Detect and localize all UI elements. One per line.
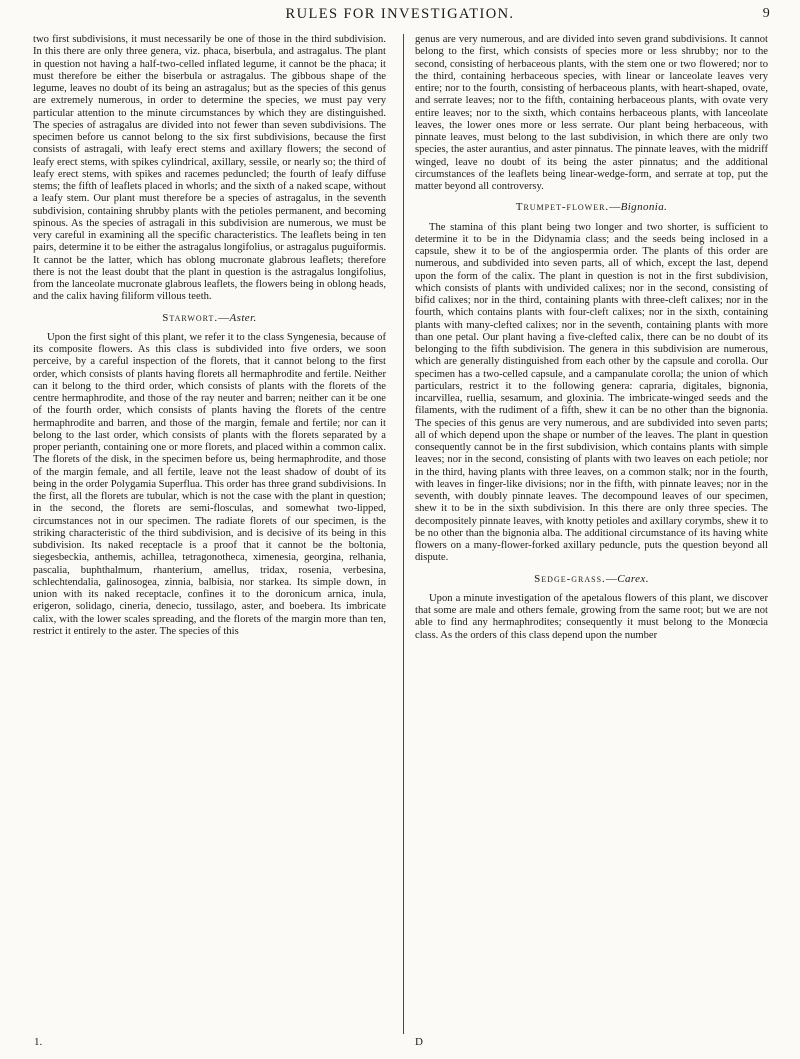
body-paragraph: two first subdivisions, it must necessarily be one of those in the third subdivision. In this there are only three genera, viz. phaca, biserbula, and astragalus. The plant in question not having a half-two-celled inflated legume, it cannot be the phaca; it must therefore be either the biserbula or astragalus. The gibbous shape of the legume, leaves no doubt of its being an astragalus; but as the species of this genus are extremely numerous, in order to determine the species, we must pay very particular attention to the minute circumstances by which they are distinguished. The species of astragalus are divided into not fewer than seven subdivisions. The specimen before us cannot belong to the six first subdivisions, because the first consists of astragali, with leafy erect stems and axillary flowers; the second of leafy erect stems, with spikes cylindrical, axillary, sessile, or nearly so; the third of leafy erect stems, with spikes and racemes peduncled; the fourth of leafy diffuse stems; the fifth of leaflets placed in whorls; and the sixth of a naked scape, without a leafy stem. Our plant must therefore be a species of astragalus, in the seventh subdivision, containing shrubby plants with the petioles permanent, and becoming spinous. As the species of astragali in this subdivision are numerous, we must be very careful in examining all the specific characteristics. The leaflets being in ten pairs, determine it to be either the astragalus longifolius, or astragalus puguiformis. It cannot be the latter, which has oblong mucronate glabrous leaflets; therefore there is not the least doubt that the plant in question is the astragalus longifolius, from the lanceolate mucronate glabrous leaflets, the flowers being in oblong heads, and the calix having filiform villous teeth. bbox=[33, 34, 386, 303]
section-common-name: Trumpet-flower. bbox=[515, 201, 610, 214]
page-header bbox=[30, 6, 770, 28]
section-common-name: Sedge-grass. bbox=[534, 572, 606, 585]
section-heading-sedge-grass: Sedge-grass.—Carex. bbox=[534, 572, 649, 585]
running-head: RULES FOR INVESTIGATION. bbox=[285, 6, 515, 22]
column-divider bbox=[403, 34, 404, 1034]
signature-mark: D bbox=[415, 1036, 423, 1048]
section-common-name: Starwort. bbox=[162, 311, 219, 324]
section-latin-name: Bignonia. bbox=[620, 201, 668, 214]
right-column bbox=[415, 34, 768, 646]
section-heading-trumpet-flower: Trumpet-flower.—Bignonia. bbox=[515, 201, 668, 214]
section-heading-starwort: Starwort.—Aster. bbox=[162, 311, 257, 324]
body-paragraph: genus are very numerous, and are divided into seven grand subdivisions. It cannot belong to the first, which consists of species more or less shrubby; nor to the second, consisting of herbaceous plants, with the stem one or two flowered; nor to the third, containing herbaceous species, with linear or lanceolate leaves very entire; nor to the fourth, consisting of herbaceous plants, with heart-shaped, ovate, and serrate leaves; nor to the fifth, containing herbaceous plants, with ovate very entire leaves; nor to the sixth, which contains herbaceous plants, with lanceolate leaves, the lower ones more or less serrate. Our plant being herbaceous, with pinnate leaves, must belong to the last subdivision, in which there are only two species, the aster aurantius, and aster pinnatus. The pinnate leaves, with the midriff winged, leave no doubt of its being the aster pinnatus; and the additional circumstances of the leaflets being linear-wedge-form, and serrate at top, put the matter beyond all controversy. bbox=[415, 34, 768, 192]
section-latin-name: Carex. bbox=[617, 572, 649, 585]
section-latin-name: Aster. bbox=[229, 311, 257, 324]
body-paragraph: Upon the first sight of this plant, we refer it to the class Syngenesia, because of its composite flowers. As this class is subdivided into five orders, we soon perceive, by a careful inspection of the florets, that it cannot belong to the first order, which consists of plants having florets all hermaphrodite and fertile. Neither can it belong to the third order, which consists of plants with the florets of the centre hermaphrodite, and those of the ray neuter and barren; neither can it be one of the fourth order, which consists of plants having the florets of the centre hermaphrodite and barren, and those of the margin, female and fertile; nor can it belong to the last order, which consists of plants with the florets separated by a proper perianth, containing one or more florets, and placed within a common calix. The florets of the disk, in the specimen before us, being hermaphrodite, and those of the margin female, and all fertile, leave not the least shadow of doubt of its being in the order Polygamia Superflua. This order has three grand subdivisions. In the first, all the florets are tubular, which is not the case with the plant in question; in the second, the florets are semi-flosculas, and somewhat two-lipped, circumstances not in our specimen. The radiate florets of our specimen, is the striking characteristic of the third subdivision, and is decisive of its being in this subdivision. Its naked receptacle is a proof that it cannot be the boltonia, siegesbeckia, anthemis, achillea, tetragonotheca, ximenesia, georgina, relhania, pascalia, buphthalmum, rhanterium, amellus, tridax, rosenia, verbesina, schlechtendalia, galinosogea, zinnia, balbisia, nor starkea. Its simple down, in union with its naked receptacle, confines it to the doronicum arnica, inula, erigeron, solidago, cineria, denecio, tussilago, aster, and boebera. Its imbricate calix, with the lower scales spreading, and the florets of the margin more than ten, restrict it entirely to the aster. The species of this bbox=[33, 331, 386, 637]
body-paragraph: The stamina of this plant being two longer and two shorter, is sufficient to determine it to be in the Didynamia class; and the seeds being inclosed in a capsule, shew it to be of the angiospermia order. The plants of this order are numerous, and subdivided into seven parts, all of which, except the last, depend upon the form of the calix. The plant in question is not in the first subdivision, which consists of plants with undivided calixes; nor in the second, consisting of bifid calixes; nor in the third, containing plants with three-cleft calixes; nor in the fourth, which contains plants with four-cleft calixes; nor in the sixth, containing plants with many-clefted calixes; nor in the seventh, containing plants with more than one petal. Our plant having a five-clefted calix, there can be no doubt of its belonging to the fifth subdivision. The genera in this subdivision are numerous, which are generally distinguished from each other by the capsule and corolla. Our specimen has a two-celled capsule, and a campanulate corolla; the union of which particulars, restrict it to the following genera: capraria, digitales, bignonia, incarvillea, ruellia, sesamum, and gloxinia. The imbricate-winged seeds and the filaments, with the rudiment of a fifth, shew it can be no other than the bignonia. The species of this genus are very numerous, and are subdivided into seven parts; all of which depend upon the shape or number of the leaves. The plant in question consequently cannot be in the first subdivision, which contains plants with simple leaves; nor in the second, consisting of plants with two leaves on each petiole; nor in the third, having plants with three leaves, on a common stalk; nor in the fourth, with leaves in finger-like divisions; nor in the fifth, with pinnate leaves; nor in the seventh, with doubly pinnate leaves. The decompound leaves of our specimen, shew it to be in the sixth subdivision. In this there are only three species. The decompositely pinnate leaves, with knotty petioles and axillary corymbs, shew it to be no other than the bignonia alba. The additional circumstance of its having white flowers on a many-flower-forked axillary peduncle, puts the question beyond all dispute. bbox=[415, 221, 768, 564]
signature-mark: 1. bbox=[34, 1036, 43, 1048]
body-paragraph: Upon a minute investigation of the apetalous flowers of this plant, we discover that some are male and others female, growing from the same root; but we are not able to find any hermaphrodites; consequently it must belong to the Monœcia class. As the orders of this class depend upon the number bbox=[415, 592, 768, 641]
left-column bbox=[33, 34, 386, 642]
page-number: 9 bbox=[762, 6, 770, 21]
